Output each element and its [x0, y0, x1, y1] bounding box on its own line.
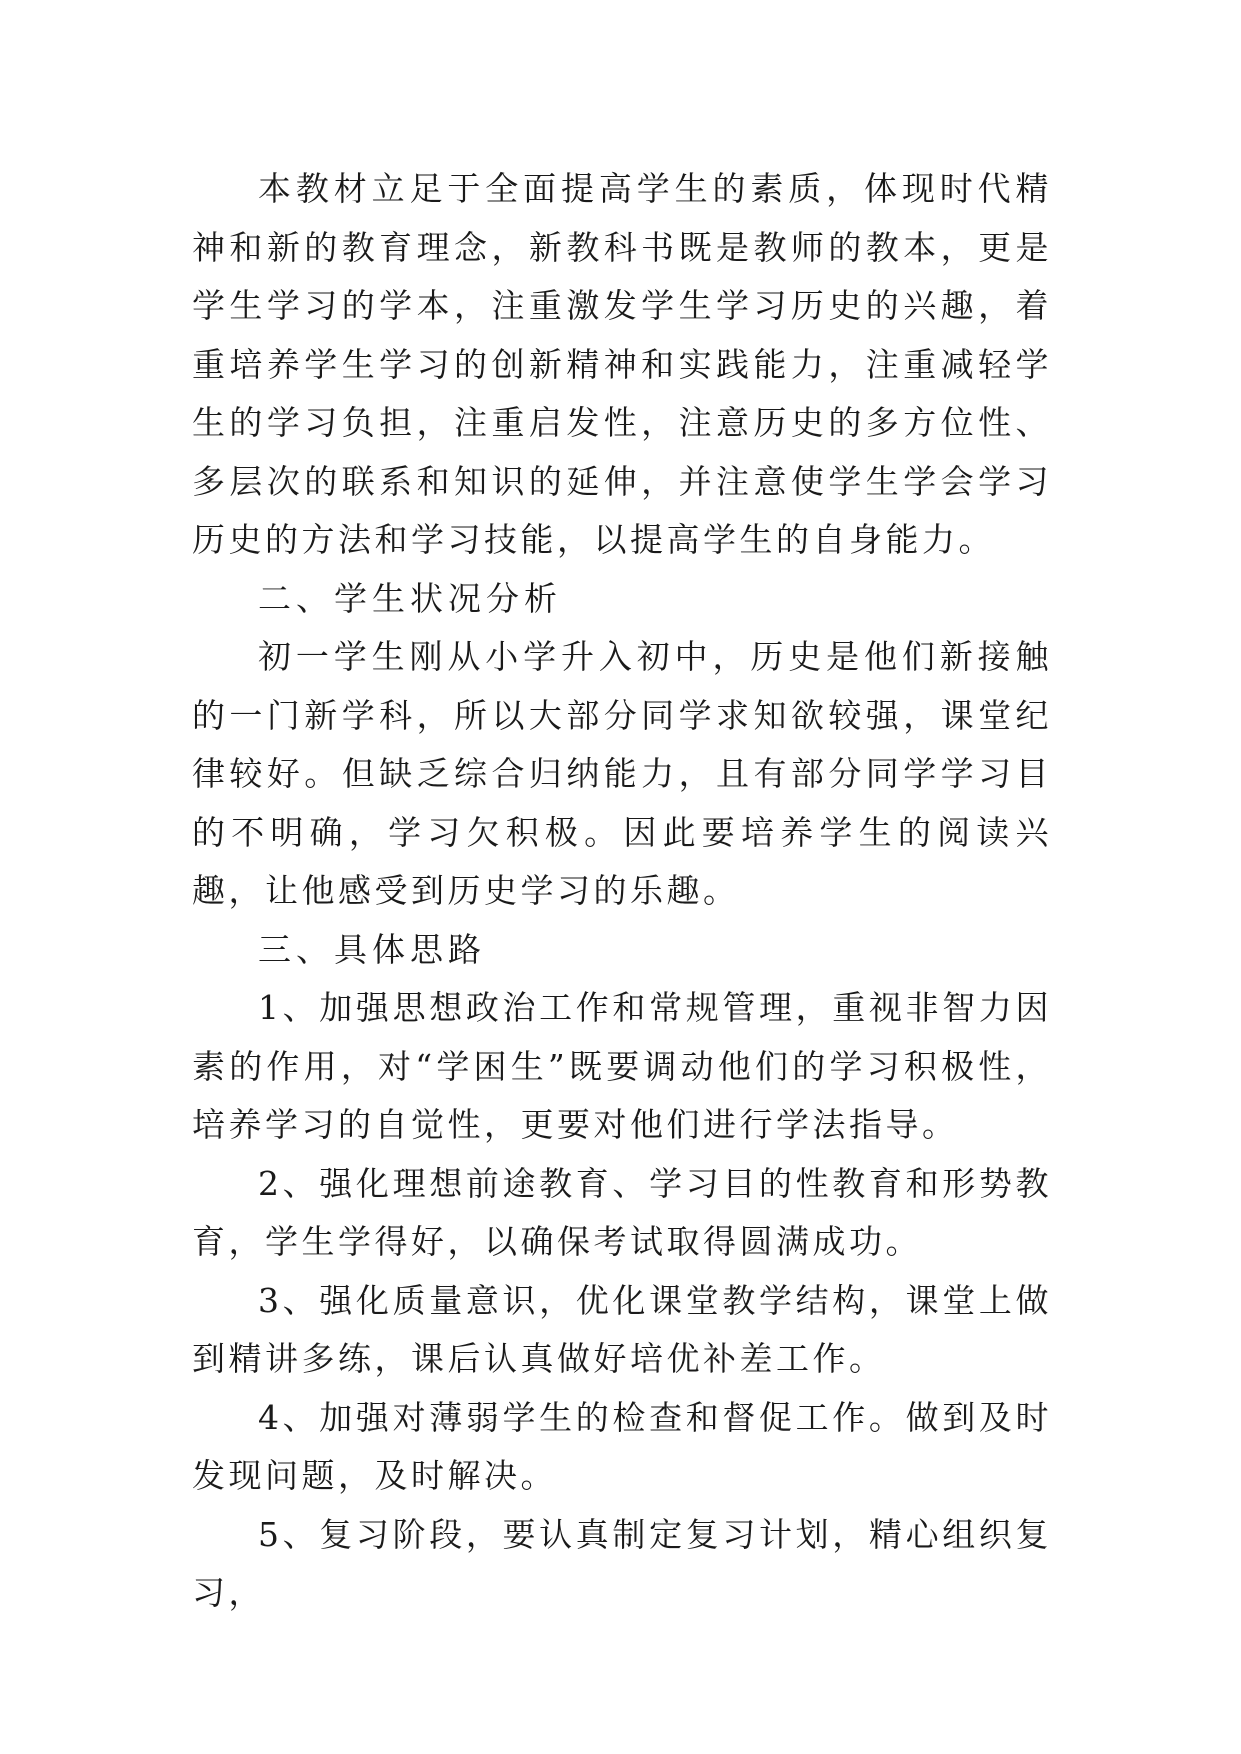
idea-item-2: 2、强化理想前途教育、学习目的性教育和形势教育，学生学得好，以确保考试取得圆满成功。	[192, 1163, 1052, 1261]
student-analysis-paragraph: 初一学生刚从小学升入初中，历史是他们新接触的一门新学科，所以大部分同学求知欲较强，课堂纪律较好。但缺乏综合归纳能力，且有部分同学学习目的不明确，学习欠积极。因此要培养学生的阅读兴趣，让他感受到历史学习的乐趣。	[192, 637, 1052, 910]
idea-item-5: 5、复习阶段，要认真制定复习计划，精心组织复习，	[192, 1514, 1052, 1612]
idea-item-1: 1、加强思想政治工作和常规管理，重视非智力因素的作用，对“学困生”既要调动他们的学习积极性，培养学习的自觉性，更要对他们进行学法指导。	[192, 988, 1052, 1144]
idea-item-3: 3、强化质量意识，优化课堂教学结构，课堂上做到精讲多练，课后认真做好培优补差工作。	[192, 1280, 1052, 1378]
intro-paragraph: 本教材立足于全面提高学生的素质，体现时代精神和新的教育理念，新教科书既是教师的教本，更是学生学习的学本，注重激发学生学习历史的兴趣，着重培养学生学习的创新精神和实践能力，注重减轻学生的学习负担，注重启发性，注意历史的多方位性、多层次的联系和知识的延伸，并注意使学生学会学习历史的方法和学习技能，以提高学生的自身能力。	[192, 169, 1052, 559]
section-heading-specific-ideas: 三、具体思路	[258, 929, 486, 969]
document-body	[192, 160, 1052, 1623]
idea-item-4: 4、加强对薄弱学生的检查和督促工作。做到及时发现问题，及时解决。	[192, 1397, 1052, 1495]
section-heading-student-analysis: 二、学生状况分析	[258, 578, 562, 618]
